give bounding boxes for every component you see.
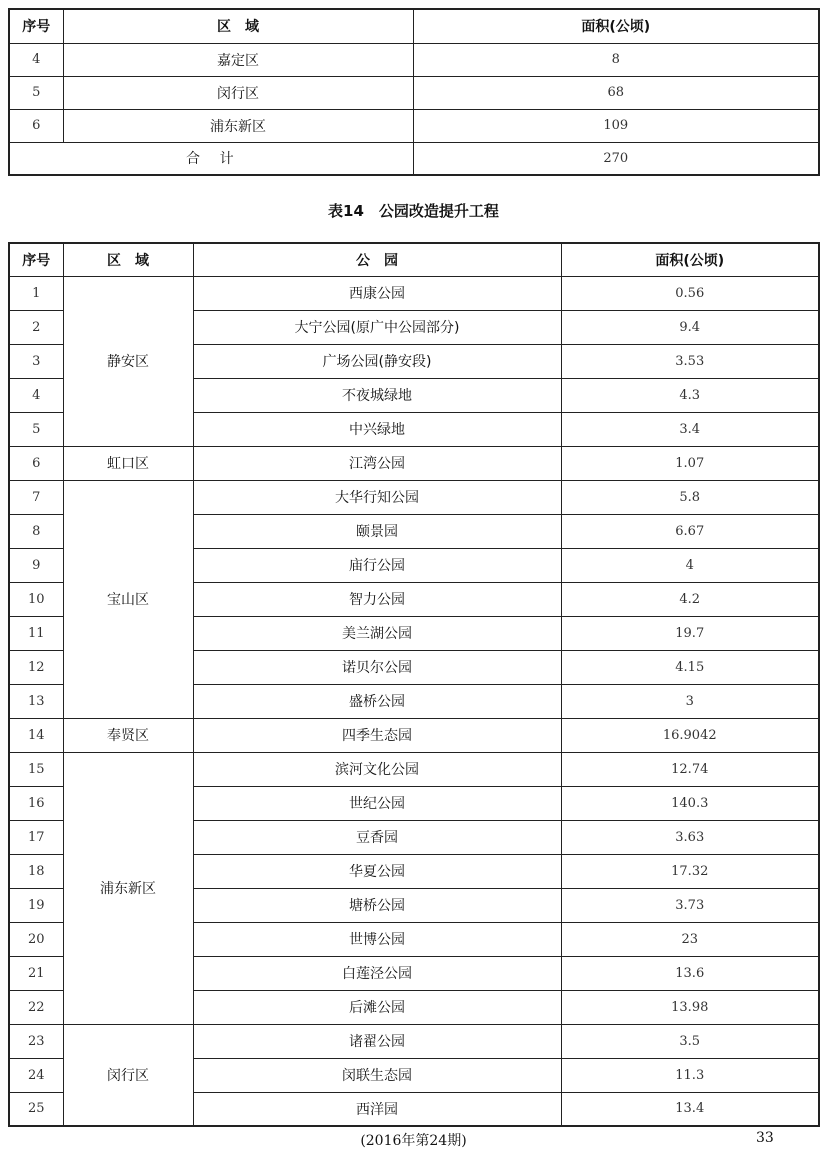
row-area: 12.74 (561, 752, 819, 786)
header-district: 区 域 (63, 243, 193, 276)
row-area: 4 (561, 548, 819, 582)
row-district: 虹口区 (63, 446, 193, 480)
row-seq: 18 (9, 854, 63, 888)
table-header-row (9, 243, 819, 276)
row-park: 塘桥公园 (193, 888, 561, 922)
table-caption: 表14 公园改造提升工程 (328, 202, 499, 220)
row-park: 华夏公园 (193, 854, 561, 888)
row-seq: 17 (9, 820, 63, 854)
row-park: 中兴绿地 (193, 412, 561, 446)
table-row (9, 1024, 819, 1058)
park-renovation-table (8, 242, 820, 1127)
row-park: 不夜城绿地 (193, 378, 561, 412)
row-park: 江湾公园 (193, 446, 561, 480)
row-seq: 19 (9, 888, 63, 922)
row-seq: 8 (9, 514, 63, 548)
row-seq: 5 (9, 412, 63, 446)
row-seq: 4 (9, 378, 63, 412)
row-area: 5.8 (561, 480, 819, 514)
row-seq: 6 (9, 109, 63, 142)
row-area: 3.5 (561, 1024, 819, 1058)
row-area: 140.3 (561, 786, 819, 820)
header-area: 面积(公顷) (561, 243, 819, 276)
row-park: 闵联生态园 (193, 1058, 561, 1092)
row-area: 4.3 (561, 378, 819, 412)
row-seq: 25 (9, 1092, 63, 1126)
row-seq: 7 (9, 480, 63, 514)
row-park: 庙行公园 (193, 548, 561, 582)
table-row (9, 76, 819, 109)
row-seq: 16 (9, 786, 63, 820)
row-district: 静安区 (63, 276, 193, 446)
issue-number: (2016年第24期) (360, 1133, 467, 1149)
header-seq: 序号 (9, 243, 63, 276)
row-seq: 11 (9, 616, 63, 650)
row-area: 3.63 (561, 820, 819, 854)
row-district: 奉贤区 (63, 718, 193, 752)
row-area: 13.4 (561, 1092, 819, 1126)
row-area: 19.7 (561, 616, 819, 650)
row-park: 白莲泾公园 (193, 956, 561, 990)
park-table-body (9, 276, 819, 1126)
table-row (9, 480, 819, 514)
row-park: 后滩公园 (193, 990, 561, 1024)
row-seq: 5 (9, 76, 63, 109)
table-row (9, 43, 819, 76)
row-park: 世纪公园 (193, 786, 561, 820)
row-seq: 15 (9, 752, 63, 786)
row-seq: 12 (9, 650, 63, 684)
page-number: 33 (756, 1130, 774, 1146)
row-district: 宝山区 (63, 480, 193, 718)
row-seq: 2 (9, 310, 63, 344)
row-area: 3.53 (561, 344, 819, 378)
total-row (9, 142, 819, 175)
row-seq: 23 (9, 1024, 63, 1058)
row-area: 4.15 (561, 650, 819, 684)
row-park: 盛桥公园 (193, 684, 561, 718)
row-seq: 20 (9, 922, 63, 956)
row-district: 浦东新区 (63, 752, 193, 1024)
row-area: 1.07 (561, 446, 819, 480)
row-park: 智力公园 (193, 582, 561, 616)
row-park: 西洋园 (193, 1092, 561, 1126)
table-row (9, 109, 819, 142)
table-header-row (9, 9, 819, 43)
row-park: 大宁公园(原广中公园部分) (193, 310, 561, 344)
row-park: 广场公园(静安段) (193, 344, 561, 378)
row-area: 13.98 (561, 990, 819, 1024)
row-area: 23 (561, 922, 819, 956)
row-park: 滨河文化公园 (193, 752, 561, 786)
row-park: 诺贝尔公园 (193, 650, 561, 684)
row-seq: 24 (9, 1058, 63, 1092)
table-row (9, 276, 819, 310)
row-park: 大华行知公园 (193, 480, 561, 514)
row-area: 3 (561, 684, 819, 718)
row-district: 闵行区 (63, 1024, 193, 1126)
row-area: 16.9042 (561, 718, 819, 752)
row-area: 68 (413, 76, 819, 109)
row-area: 9.4 (561, 310, 819, 344)
row-seq: 13 (9, 684, 63, 718)
row-area: 0.56 (561, 276, 819, 310)
district-area-table (8, 8, 820, 176)
row-park: 世博公园 (193, 922, 561, 956)
row-area: 4.2 (561, 582, 819, 616)
total-label: 合 计 (9, 142, 413, 175)
table-row (9, 446, 819, 480)
table-row (9, 718, 819, 752)
total-area: 270 (413, 142, 819, 175)
table-row (9, 752, 819, 786)
row-seq: 21 (9, 956, 63, 990)
row-seq: 4 (9, 43, 63, 76)
row-district: 浦东新区 (63, 109, 413, 142)
row-district: 闵行区 (63, 76, 413, 109)
row-area: 8 (413, 43, 819, 76)
row-area: 6.67 (561, 514, 819, 548)
row-seq: 14 (9, 718, 63, 752)
row-park: 颐景园 (193, 514, 561, 548)
header-park: 公 园 (193, 243, 561, 276)
header-district: 区 域 (63, 9, 413, 43)
row-area: 17.32 (561, 854, 819, 888)
row-area: 13.6 (561, 956, 819, 990)
row-park: 四季生态园 (193, 718, 561, 752)
row-area: 3.4 (561, 412, 819, 446)
row-area: 109 (413, 109, 819, 142)
row-seq: 1 (9, 276, 63, 310)
row-seq: 22 (9, 990, 63, 1024)
row-seq: 10 (9, 582, 63, 616)
row-seq: 3 (9, 344, 63, 378)
row-park: 诸翟公园 (193, 1024, 561, 1058)
row-seq: 9 (9, 548, 63, 582)
header-area: 面积(公顷) (413, 9, 819, 43)
row-seq: 6 (9, 446, 63, 480)
header-seq: 序号 (9, 9, 63, 43)
row-park: 西康公园 (193, 276, 561, 310)
row-park: 美兰湖公园 (193, 616, 561, 650)
row-district: 嘉定区 (63, 43, 413, 76)
row-area: 3.73 (561, 888, 819, 922)
row-area: 11.3 (561, 1058, 819, 1092)
row-park: 豆香园 (193, 820, 561, 854)
